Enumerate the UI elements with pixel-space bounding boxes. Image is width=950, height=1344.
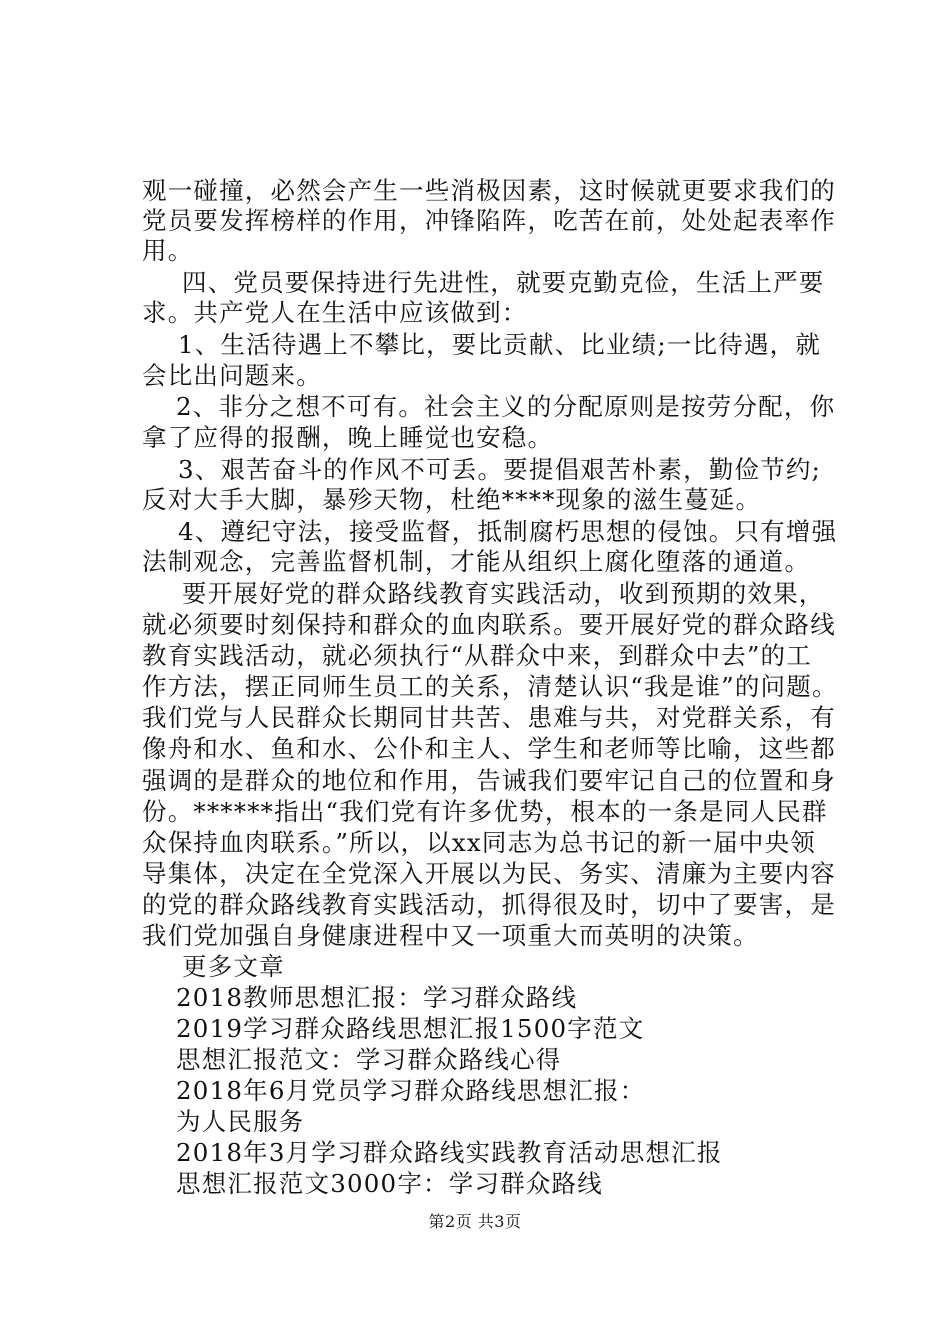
body-text-line: 的党的群众路线教育实践活动，抓得很及时，切中了要害，是: [142, 890, 836, 919]
more-article-link[interactable]: 2019学习群众路线思想汇报1500字范文: [176, 1014, 645, 1043]
body-text-line: 我们党加强自身健康进程中又一项重大而英明的决策。: [142, 921, 759, 950]
body-text-line: 法制观念，完善监督机制，才能从组织上腐化堕落的通道。: [142, 547, 811, 576]
body-text-line: 求。共产党人在生活中应该做到：: [142, 298, 528, 327]
body-text-line: 会比出问题来。: [142, 361, 322, 390]
body-text-line: 用。: [142, 236, 194, 265]
body-text-line: 四、党员要保持进行先进性，就要克勤克俭，生活上严要: [182, 268, 825, 297]
more-article-link[interactable]: 2018教师思想汇报：学习群众路线: [176, 983, 578, 1012]
body-text-line: 作方法，摆正同师生员工的关系，清楚认识“我是谁”的问题。: [142, 672, 838, 701]
body-text-line: 强调的是群众的地位和作用，告诫我们要牢记自己的位置和身: [142, 766, 836, 795]
body-text-line: 1、生活待遇上不攀比，要比贡献、比业绩;一比待遇，就: [178, 330, 822, 359]
more-article-link[interactable]: 思想汇报范文3000字：学习群众路线: [176, 1169, 603, 1198]
body-text-line: 4、遵纪守法，接受监督，抵制腐朽思想的侵蚀。只有增强: [178, 517, 838, 546]
more-article-link[interactable]: 2018年3月学习群众路线实践教育活动思想汇报: [176, 1138, 723, 1167]
body-text-line: 反对大手大脚，暴殄天物，杜绝****现象的滋生蔓延。: [142, 485, 762, 514]
body-text-line: 份。******指出“我们党有许多优势，根本的一条是同人民群: [142, 797, 828, 826]
body-text-line: 就必须要时刻保持和群众的血肉联系。要开展好党的群众路线: [142, 610, 836, 639]
body-text-line: 导集体，决定在全党深入开展以为民、务实、清廉为主要内容: [142, 859, 836, 888]
page-number-footer: 第2页 共3页: [428, 1212, 522, 1231]
more-articles-title: 更多文章: [182, 952, 285, 981]
body-text-line: 教育实践活动，就必须执行“从群众中来，到群众中去”的工: [142, 641, 812, 670]
body-text-line: 2、非分之想不可有。社会主义的分配原则是按劳分配，你: [176, 392, 836, 421]
more-article-link[interactable]: 2018年6月党员学习群众路线思想汇报：: [176, 1076, 646, 1105]
more-article-link[interactable]: 思想汇报范文：学习群众路线心得: [176, 1045, 562, 1074]
body-text-line: 众保持血肉联系。”所以，以xx同志为总书记的新一届中央领: [142, 828, 817, 857]
body-text-line: 我们党与人民群众长期同甘共苦、患难与共，对党群关系，有: [142, 703, 836, 732]
body-text-line: 像舟和水、鱼和水、公仆和主人、学生和老师等比喻，这些都: [142, 734, 836, 763]
body-text-line: 要开展好党的群众路线教育实践活动，收到预期的效果，: [182, 579, 825, 608]
more-article-link[interactable]: 为人民服务: [176, 1107, 305, 1136]
body-text-line: 3、艰苦奋斗的作风不可丢。要提倡艰苦朴素，勤俭节约;: [178, 455, 822, 484]
body-text-line: 观一碰撞，必然会产生一些消极因素，这时候就更要求我们的: [142, 176, 836, 205]
body-text-line: 党员要发挥榜样的作用，冲锋陷阵，吃苦在前，处处起表率作: [142, 206, 836, 235]
body-text-line: 拿了应得的报酬，晚上睡觉也安稳。: [142, 423, 554, 452]
